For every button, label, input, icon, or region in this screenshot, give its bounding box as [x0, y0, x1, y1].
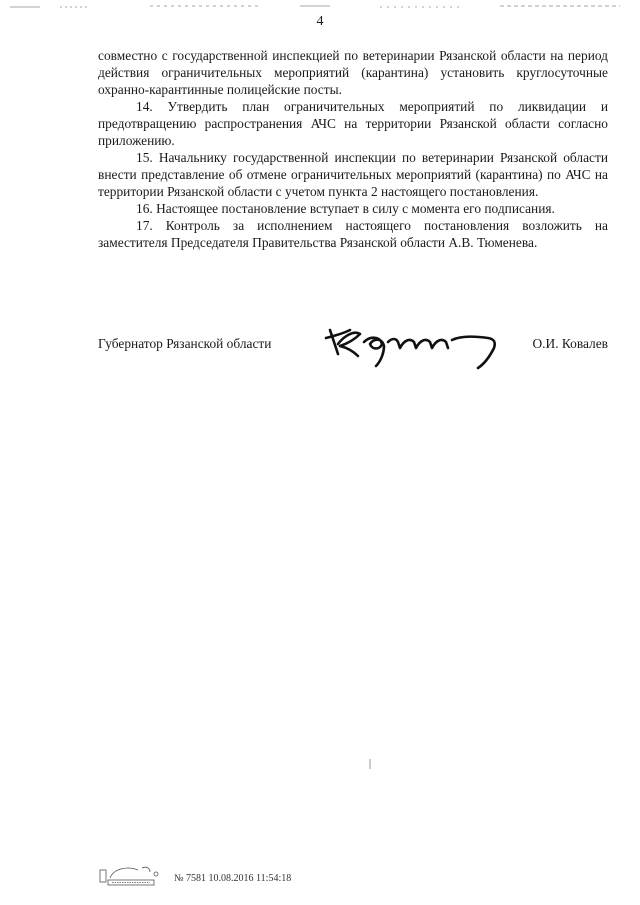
registry-stamp-logo-icon [98, 862, 164, 888]
paragraph-16: 16. Настоящее постановление вступает в силу с момента его подписания. [136, 201, 555, 216]
scan-artifact-top [0, 0, 640, 12]
registration-number: № 7581 10.08.2016 11:54:18 [174, 873, 292, 884]
paragraph-15: 15. Начальнику государственной инспекции по ветеринарии Рязанской области внести представление об отмене ограничительных мероприятий (карантина) по АЧС на территории Рязанской области с учетом пункта 2 настоящего постановления. [98, 150, 608, 199]
signatory-name: О.И. Ковалев [532, 336, 608, 351]
scan-artifact-mark [366, 758, 374, 770]
paragraph-13-continuation: совместно с государственной инспекцией по ветеринарии Рязанской области на период действия ограничительных мероприятий (карантина) установить круглосуточные охранно-карантинные полицейские посты. [98, 48, 608, 97]
paragraph-17: 17. Контроль за исполнением настоящего постановления возложить на заместителя Председателя Правительства Рязанской области А.В. Тюменева. [98, 218, 608, 250]
signatory-position: Губернатор Рязанской области [98, 336, 272, 351]
document-body [98, 47, 608, 251]
registration-footer [98, 862, 398, 890]
handwritten-signature-icon [324, 316, 504, 370]
paragraph-14: 14. Утвердить план ограничительных мероприятий по ликвидации и предотвращению распространения АЧС на территории Рязанской области согласно приложению. [98, 99, 608, 148]
page-number: 4 [316, 14, 324, 29]
signature-block [98, 316, 608, 370]
